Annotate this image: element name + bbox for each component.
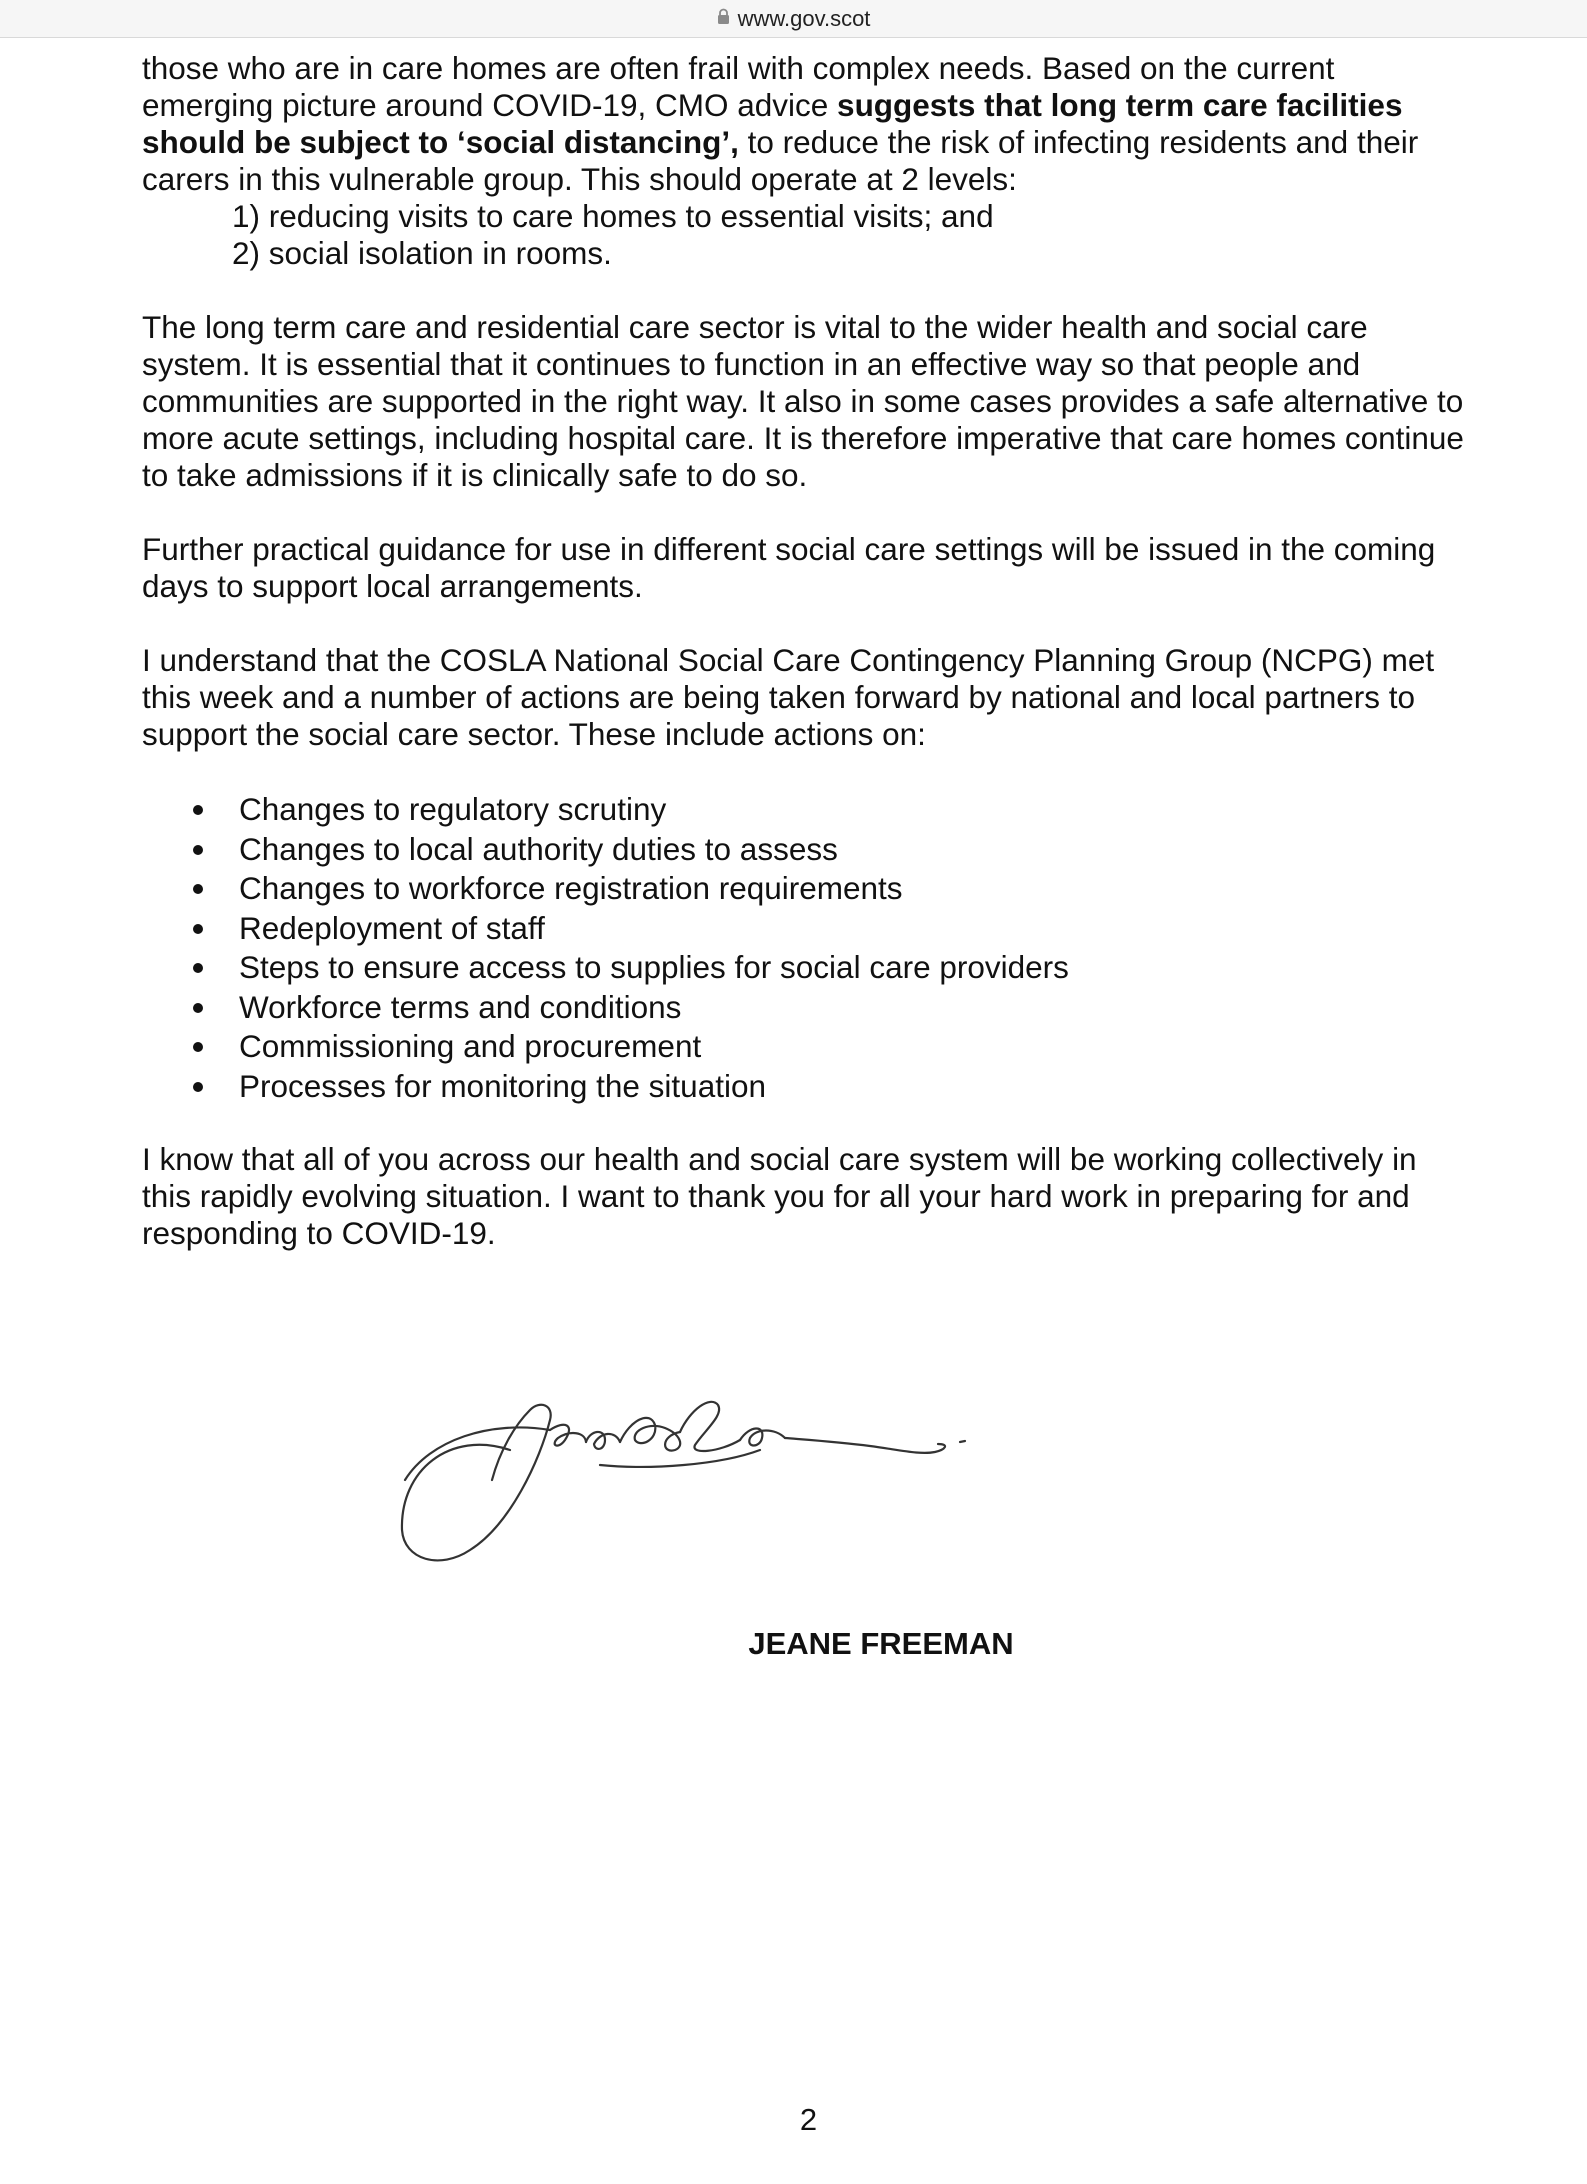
letter-body [142,50,1472,1289]
list-item [239,909,1472,949]
action-text: Processes for monitoring the situation [239,1067,767,1104]
bullet-icon [193,1042,203,1052]
list-item [239,1067,1472,1107]
list-item [239,988,1472,1028]
bullet-icon [193,1003,203,1013]
list-item [239,869,1472,909]
sector-paragraph: The long term care and residential care sector is vital to the wider health and social care system. It is essential that it continues to function in an effective way so that people and communities are supported in the right way. It also in some cases provides a safe alternative to more acute settings, including hospital care. It is therefore imperative that care homes continue to take admissions if it is clinically safe to do so. [142,309,1464,493]
signatory-name: JEANE FREEMAN [748,1626,1014,1661]
intro-text-start: those who are in care homes are often frail with complex needs. Based on the current emerging picture around COVID-19, CMO advice [142,50,1335,123]
action-text: Commissioning and procurement [239,1028,702,1064]
action-text: Changes to local authority duties to assess [239,830,838,867]
list-item [239,1027,1472,1067]
closing-paragraph: I know that all of you across our health and social care system will be working collectively in this rapidly evolving situation. I want to thank you for all your hard work in preparing for and responding to COVID-19. [142,1141,1417,1251]
browser-address-bar[interactable] [0,0,1587,38]
action-text: Changes to workforce registration requirements [239,870,903,906]
intro-bold-text: suggests that long term care facilities should be subject to ‘social distancing’, [142,87,1403,160]
action-text: Steps to ensure access to supplies for social care providers [239,949,1069,985]
cosla-paragraph: I understand that the COSLA National Social Care Contingency Planning Group (NCPG) met this week and a number of actions are being taken forward by national and local partners to support the social care sector. These include actions on: [142,642,1435,752]
guidance-paragraph: Further practical guidance for use in different social care settings will be issued in the coming days to support local arrangements. [142,531,1436,604]
level-item: 1) reducing visits to care homes to essential visits; and [232,198,994,234]
page-number: 2 [799,2102,818,2137]
bullet-icon [193,1082,203,1092]
list-item [239,948,1472,988]
intro-paragraph [142,50,1472,198]
signature-image [390,1370,1210,1570]
action-text: Workforce terms and conditions [239,988,682,1025]
bullet-icon [193,805,203,815]
url-text: www.gov.scot [737,5,871,31]
bullet-icon [193,924,203,934]
intro-text-end: to reduce the risk of infecting residents and their carers in this vulnerable group. This should operate at 2 levels: [142,124,1419,197]
action-text: Changes to regulatory scrutiny [239,791,667,827]
bullet-icon [193,963,203,973]
bullet-icon [193,845,203,855]
list-item [239,830,1472,870]
actions-list [142,790,1472,1106]
level-item: 2) social isolation in rooms. [232,235,612,271]
lock-icon [717,5,730,31]
list-item [239,790,1472,830]
bullet-icon [193,884,203,894]
levels-list [232,198,1472,272]
action-text: Redeployment of staff [239,909,545,946]
